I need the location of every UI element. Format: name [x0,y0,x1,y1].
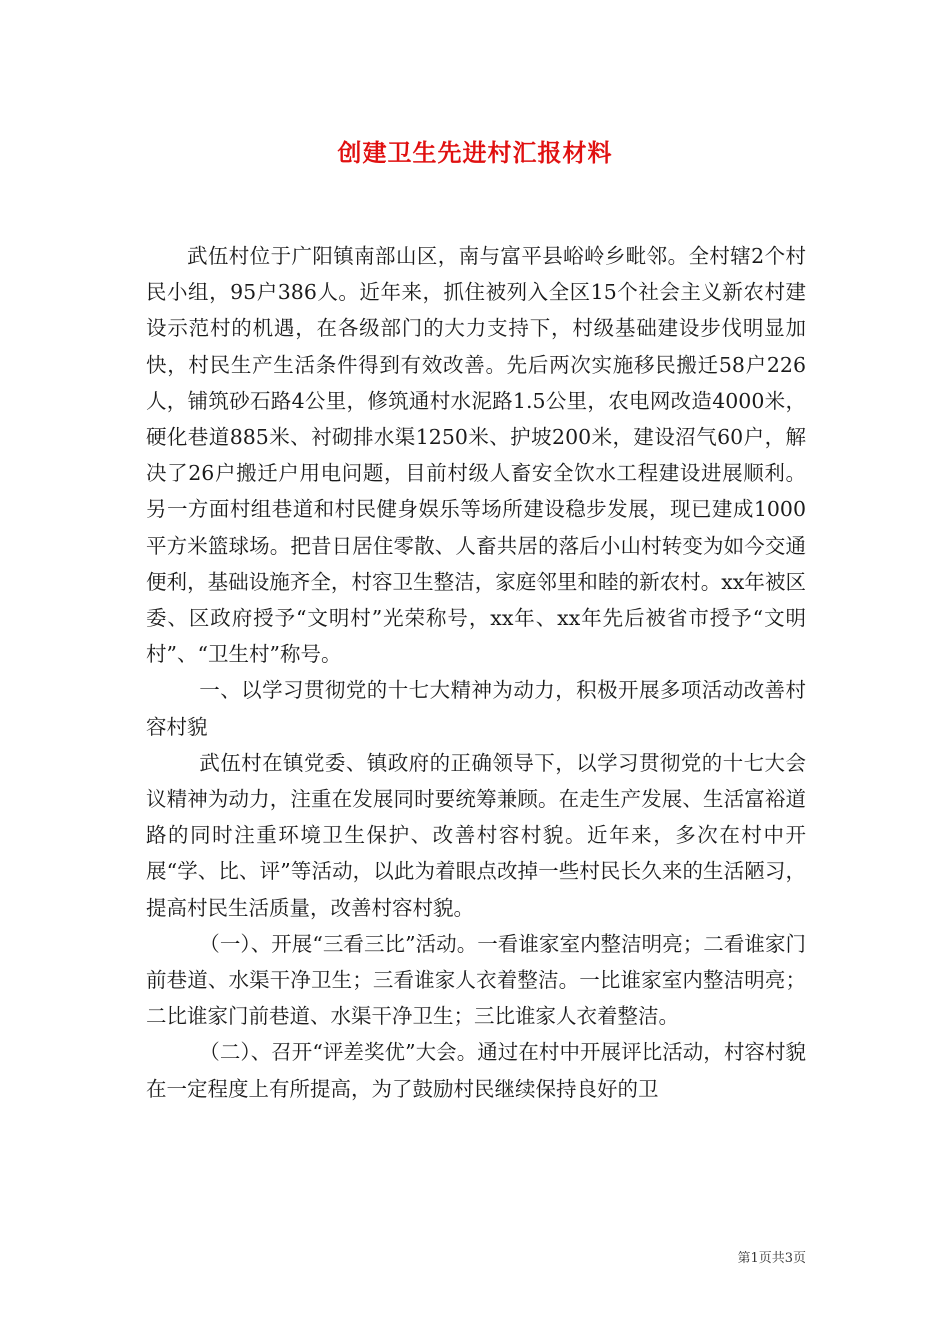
paragraph-intro: 武伍村位于广阳镇南部山区，南与富平县峪岭乡毗邻。全村辖2个村民小组，95户386人。近年来，抓住被列入全区15个社会主义新农村建设示范村的机遇，在各级部门的大力支持下，村级基础建设步伐明显加快，村民生产生活条件得到有效改善。先后两次实施移民搬迁58户226人，铺筑砂石路4公里，修筑通村水泥路1.5公里，农电网改造4000米，硬化巷道885米、衬砌排水渠1250米、护坡200米，建设沼气60户，解决了26户搬迁户用电问题，目前村级人畜安全饮水工程建设进展顺利。另一方面村组巷道和村民健身娱乐等场所建设稳步发展，现已建成1000平方米篮球场。把昔日居住零散、人畜共居的落后小山村转变为如今交通便利，基础设施齐全，村容卫生整洁，家庭邻里和睦的新农村。xx年被区委、区政府授予“文明村”光荣称号，xx年、xx年先后被省市授予“文明村”、“卫生村”称号。 [146,244,806,667]
paragraph-section-1: 武伍村在镇党委、镇政府的正确领导下，以学习贯彻党的十七大会议精神为动力，注重在发展同时要统筹兼顾。在走生产发展、生活富裕道路的同时注重环境卫生保护、改善村容村貌。近年来，多次在村中开展“学、比、评”等活动，以此为着眼点改掉一些村民长久来的生活陋习，提高村民生活质量，改善村容村貌。 [146,750,806,920]
paragraph-subsection-1: （一）、开展“三看三比”活动。一看谁家室内整洁明亮；二看谁家门前巷道、水渠干净卫生；三看谁家人衣着整洁。一比谁家室内整洁明亮；二比谁家门前巷道、水渠干净卫生；三比谁家人衣着整洁。 [146,931,806,1029]
section-heading-1: 一、以学习贯彻党的十七大精神为动力，积极开展多项活动改善村容村貌 [146,678,806,739]
page-number-footer: 第1页共3页 [737,1251,806,1266]
paragraph-subsection-2: （二）、召开“评差奖优”大会。通过在村中开展评比活动，村容村貌在一定程度上有所提高，为了鼓励村民继续保持良好的卫 [146,1040,806,1101]
document-title: 创建卫生先进村汇报材料 [337,138,613,167]
document-body [146,238,806,1107]
